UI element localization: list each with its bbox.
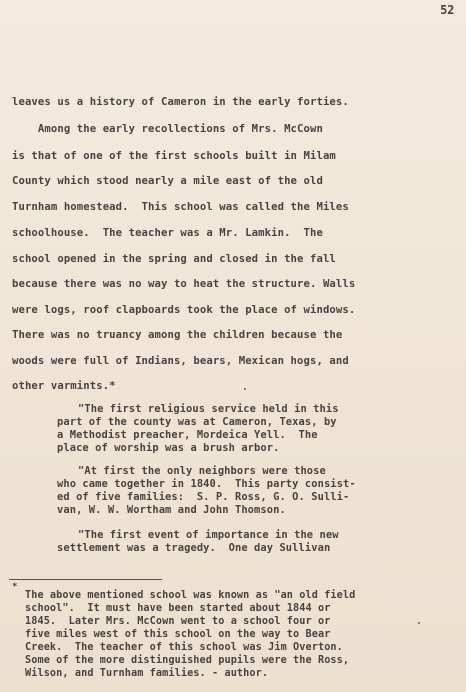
body-line: Turnham homestead. This school was called the Miles	[12, 201, 349, 213]
quote-line: settlement was a tragedy. One day Sullivan	[57, 542, 331, 554]
body-line: leaves us a history of Cameron in the early forties.	[12, 96, 349, 108]
footnote-line: Creek. The teacher of this school was Jim Overton.	[25, 642, 343, 653]
footnote-line: Wilson, and Turnham families. - author.	[25, 668, 269, 679]
body-line: woods were full of Indians, bears, Mexican hogs, and	[12, 355, 349, 367]
body-line: There was no truancy among the children because the	[12, 329, 343, 341]
quote-line: part of the county was at Cameron, Texas, by	[57, 416, 337, 428]
quote-line: place of worship was a brush arbor.	[57, 442, 280, 454]
quote-line: "The first event of importance in the new	[78, 529, 339, 541]
paper-speck	[244, 388, 246, 390]
footnote-rule	[9, 579, 162, 580]
footnote-line: The above mentioned school was known as "an old field	[25, 590, 356, 601]
body-line: school opened in the spring and closed in the fall	[12, 253, 336, 265]
page-number: 52	[440, 3, 454, 17]
quote-line: "The first religious service held in this	[78, 403, 339, 415]
body-line: County which stood nearly a mile east of the old	[12, 175, 323, 187]
footnote-line: school". It must have been started about 1844 or	[25, 603, 331, 614]
body-line: because there was no way to heat the structure. Walls	[12, 278, 356, 290]
quote-line: van, W. W. Wortham and John Thomson.	[57, 504, 286, 516]
body-line: schoolhouse. The teacher was a Mr. Lamkin. The	[12, 227, 323, 239]
paper-speck	[418, 622, 420, 624]
quote-line: a Methodist preacher, Mordeica Yell. The	[57, 429, 318, 441]
footnote-line: five miles west of this school on the way to Bear	[25, 629, 331, 640]
body-line: other varmints.*	[12, 380, 116, 392]
body-line: is that of one of the first schools built in Milam	[12, 150, 336, 162]
footnote-marker: *	[12, 582, 18, 592]
quote-line: "At first the only neighbors were those	[78, 465, 326, 477]
footnote-line: Some of the more distinguished pupils were the Ross,	[25, 655, 350, 666]
body-line: Among the early recollections of Mrs. McCown	[12, 123, 323, 135]
body-line: were logs, roof clapboards took the place of windows.	[12, 304, 356, 316]
quote-line: who came together in 1840. This party consist-	[57, 478, 356, 490]
footnote-line: 1845. Later Mrs. McCown went to a school four or	[25, 616, 331, 627]
quote-line: ed of five families: S. P. Ross, G. O. Sulli-	[57, 491, 350, 503]
